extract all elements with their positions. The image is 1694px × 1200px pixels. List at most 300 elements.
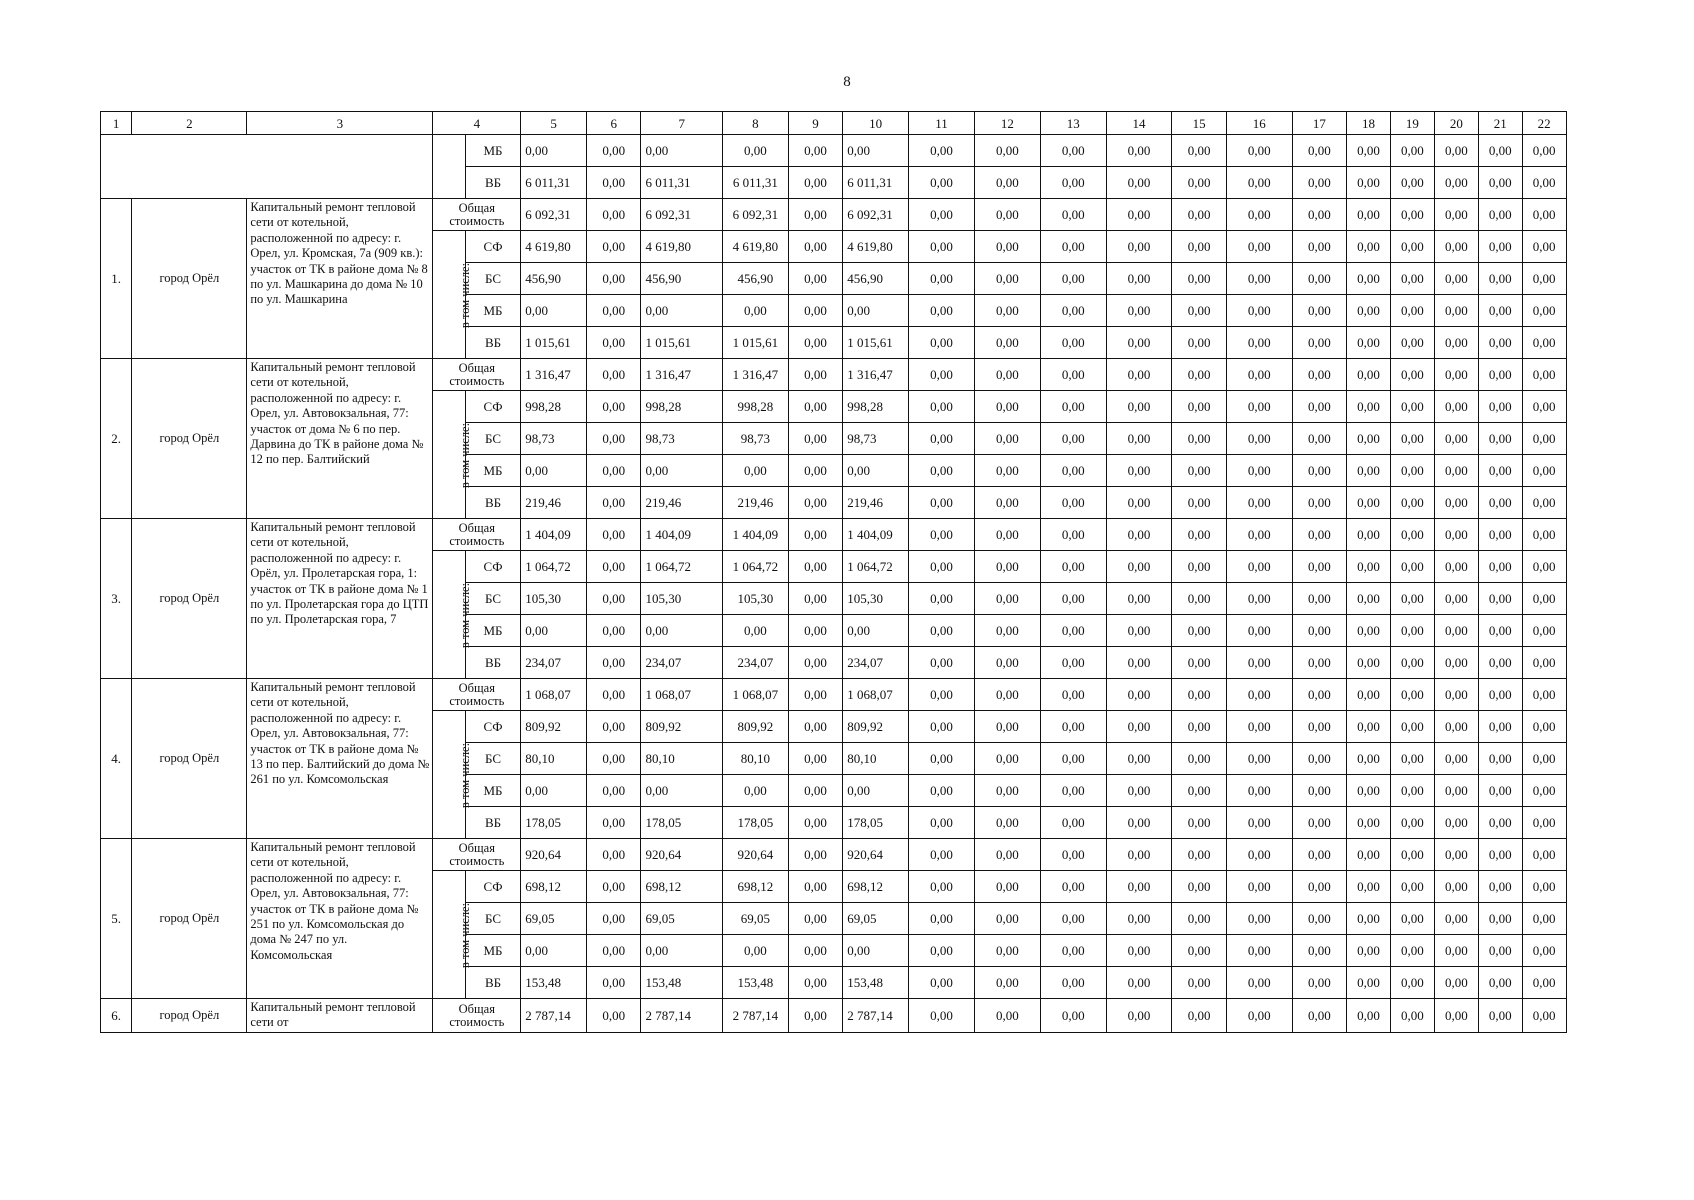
value-cell: 0,00	[1226, 583, 1292, 615]
value-cell: 0,00	[587, 231, 641, 263]
value-cell: 0,00	[974, 359, 1040, 391]
value-cell: 0,00	[1522, 967, 1566, 999]
value-cell: 0,00	[1106, 839, 1172, 871]
value-cell: 69,05	[641, 903, 723, 935]
value-cell: 0,00	[974, 295, 1040, 327]
value-cell: 0,00	[1106, 263, 1172, 295]
value-cell: 0,00	[1106, 807, 1172, 839]
value-cell: 0,00	[1106, 775, 1172, 807]
value-cell: 1 068,07	[521, 679, 587, 711]
value-cell: 0,00	[1347, 487, 1391, 519]
value-cell: 0,00	[1347, 615, 1391, 647]
value-cell: 0,00	[974, 711, 1040, 743]
source-cell: ВБ	[465, 487, 520, 519]
value-cell: 0,00	[1478, 167, 1522, 199]
value-cell: 920,64	[843, 839, 909, 871]
value-cell: 0,00	[1390, 903, 1434, 935]
source-cell: ВБ	[465, 327, 520, 359]
value-cell: 0,00	[1347, 551, 1391, 583]
vertical-label-cell	[433, 871, 473, 999]
value-cell: 0,00	[1040, 903, 1106, 935]
value-cell: 105,30	[641, 583, 723, 615]
item-name: город Орёл	[132, 519, 247, 679]
value-cell: 0,00	[1347, 679, 1391, 711]
value-cell: 0,00	[1040, 423, 1106, 455]
value-cell: 0,00	[1172, 935, 1226, 967]
value-cell: 0,00	[909, 647, 975, 679]
value-cell: 1 316,47	[722, 359, 788, 391]
value-cell: 0,00	[909, 327, 975, 359]
value-cell: 0,00	[1522, 295, 1566, 327]
header-cell: 2	[132, 112, 247, 135]
value-cell: 0,00	[1040, 615, 1106, 647]
value-cell: 0,00	[909, 359, 975, 391]
value-cell: 0,00	[1040, 263, 1106, 295]
value-cell: 0,00	[1347, 167, 1391, 199]
value-cell: 0,00	[1172, 839, 1226, 871]
value-cell: 0,00	[1390, 935, 1434, 967]
value-cell: 0,00	[974, 935, 1040, 967]
value-cell: 0,00	[1434, 135, 1478, 167]
value-cell: 0,00	[587, 455, 641, 487]
value-cell: 80,10	[641, 743, 723, 775]
value-cell: 1 068,07	[843, 679, 909, 711]
value-cell: 0,00	[722, 775, 788, 807]
value-cell: 0,00	[1040, 967, 1106, 999]
value-cell: 0,00	[587, 391, 641, 423]
value-cell: 0,00	[521, 135, 587, 167]
value-cell: 0,00	[1478, 295, 1522, 327]
value-cell: 0,00	[1172, 807, 1226, 839]
value-cell: 0,00	[587, 679, 641, 711]
value-cell: 0,00	[1478, 679, 1522, 711]
value-cell: 809,92	[641, 711, 723, 743]
value-cell: 0,00	[1522, 647, 1566, 679]
value-cell: 0,00	[722, 135, 788, 167]
value-cell: 0,00	[843, 775, 909, 807]
value-cell: 0,00	[1478, 487, 1522, 519]
value-cell: 0,00	[1390, 871, 1434, 903]
value-cell: 0,00	[1292, 423, 1346, 455]
value-cell: 0,00	[1347, 743, 1391, 775]
value-cell: 0,00	[974, 743, 1040, 775]
total-cost-label: Общая стоимость	[433, 839, 521, 871]
value-cell: 0,00	[521, 455, 587, 487]
value-cell: 0,00	[1478, 903, 1522, 935]
value-cell: 0,00	[1226, 967, 1292, 999]
header-cell: 22	[1522, 112, 1566, 135]
value-cell: 0,00	[909, 231, 975, 263]
value-cell: 2 787,14	[521, 999, 587, 1033]
value-cell: 0,00	[1226, 807, 1292, 839]
value-cell: 0,00	[1226, 999, 1292, 1033]
value-cell: 456,90	[722, 263, 788, 295]
value-cell: 0,00	[587, 359, 641, 391]
value-cell: 0,00	[587, 327, 641, 359]
value-cell: 698,12	[843, 871, 909, 903]
value-cell: 0,00	[974, 583, 1040, 615]
value-cell: 698,12	[521, 871, 587, 903]
value-cell: 0,00	[587, 199, 641, 231]
value-cell: 0,00	[1172, 199, 1226, 231]
value-cell: 234,07	[722, 647, 788, 679]
value-cell: 0,00	[1040, 327, 1106, 359]
item-number: 4.	[101, 679, 132, 839]
value-cell: 0,00	[1226, 135, 1292, 167]
value-cell: 0,00	[1390, 391, 1434, 423]
value-cell: 0,00	[587, 999, 641, 1033]
value-cell: 0,00	[1292, 647, 1346, 679]
header-cell: 1	[101, 112, 132, 135]
value-cell: 0,00	[788, 455, 842, 487]
value-cell: 1 316,47	[521, 359, 587, 391]
value-cell: 0,00	[1347, 583, 1391, 615]
value-cell: 0,00	[1172, 167, 1226, 199]
value-cell: 0,00	[1292, 839, 1346, 871]
value-cell: 0,00	[1040, 743, 1106, 775]
value-cell: 0,00	[1040, 455, 1106, 487]
item-name: город Орёл	[132, 839, 247, 999]
value-cell: 0,00	[1347, 263, 1391, 295]
value-cell: 0,00	[1434, 391, 1478, 423]
value-cell: 0,00	[1292, 615, 1346, 647]
value-cell: 0,00	[909, 391, 975, 423]
table-row	[101, 359, 1621, 391]
value-cell: 6 011,31	[521, 167, 587, 199]
value-cell: 0,00	[1478, 807, 1522, 839]
value-cell: 0,00	[1172, 455, 1226, 487]
header-cell: 20	[1434, 112, 1478, 135]
value-cell: 2 787,14	[641, 999, 723, 1033]
value-cell: 234,07	[843, 647, 909, 679]
value-cell: 0,00	[788, 903, 842, 935]
value-cell: 0,00	[1522, 583, 1566, 615]
value-cell: 0,00	[974, 327, 1040, 359]
value-cell: 0,00	[974, 135, 1040, 167]
value-cell: 0,00	[521, 295, 587, 327]
value-cell: 0,00	[788, 935, 842, 967]
value-cell: 998,28	[843, 391, 909, 423]
value-cell: 0,00	[587, 935, 641, 967]
value-cell: 0,00	[1478, 935, 1522, 967]
value-cell: 0,00	[1040, 583, 1106, 615]
value-cell: 0,00	[1172, 327, 1226, 359]
value-cell: 0,00	[788, 775, 842, 807]
value-cell: 0,00	[788, 967, 842, 999]
value-cell: 998,28	[722, 391, 788, 423]
value-cell: 0,00	[1292, 263, 1346, 295]
value-cell: 0,00	[1226, 359, 1292, 391]
header-cell: 14	[1106, 112, 1172, 135]
value-cell: 4 619,80	[641, 231, 723, 263]
value-cell: 0,00	[1292, 135, 1346, 167]
value-cell: 0,00	[1478, 135, 1522, 167]
value-cell: 0,00	[1478, 967, 1522, 999]
value-cell: 0,00	[1522, 711, 1566, 743]
value-cell: 0,00	[1478, 999, 1522, 1033]
value-cell: 1 015,61	[521, 327, 587, 359]
value-cell: 0,00	[1226, 935, 1292, 967]
value-cell: 6 011,31	[843, 167, 909, 199]
value-cell: 0,00	[1390, 519, 1434, 551]
value-cell: 0,00	[1040, 167, 1106, 199]
including-label: в том числе:	[458, 262, 473, 328]
value-cell: 0,00	[1106, 199, 1172, 231]
value-cell: 0,00	[722, 935, 788, 967]
value-cell: 0,00	[1040, 487, 1106, 519]
value-cell: 0,00	[788, 359, 842, 391]
value-cell: 0,00	[1226, 871, 1292, 903]
value-cell: 1 404,09	[722, 519, 788, 551]
value-cell: 0,00	[788, 135, 842, 167]
value-cell: 0,00	[1347, 231, 1391, 263]
value-cell: 0,00	[974, 647, 1040, 679]
value-cell: 0,00	[1040, 999, 1106, 1033]
value-cell: 69,05	[521, 903, 587, 935]
value-cell: 0,00	[1106, 487, 1172, 519]
total-cost-label: Общая стоимость	[433, 519, 521, 551]
source-cell: МБ	[465, 455, 520, 487]
value-cell: 0,00	[1040, 935, 1106, 967]
value-cell: 0,00	[1390, 423, 1434, 455]
value-cell: 0,00	[1347, 391, 1391, 423]
value-cell: 0,00	[1040, 871, 1106, 903]
header-cell: 15	[1172, 112, 1226, 135]
value-cell: 0,00	[1226, 423, 1292, 455]
value-cell: 0,00	[1390, 679, 1434, 711]
value-cell: 0,00	[788, 295, 842, 327]
value-cell: 219,46	[641, 487, 723, 519]
value-cell: 0,00	[1478, 839, 1522, 871]
value-cell: 0,00	[521, 935, 587, 967]
value-cell: 0,00	[641, 775, 723, 807]
value-cell: 105,30	[843, 583, 909, 615]
value-cell: 0,00	[521, 775, 587, 807]
value-cell: 0,00	[1390, 839, 1434, 871]
value-cell: 0,00	[1226, 679, 1292, 711]
value-cell: 0,00	[1434, 359, 1478, 391]
value-cell: 0,00	[1347, 967, 1391, 999]
value-cell: 0,00	[1106, 327, 1172, 359]
value-cell: 0,00	[1292, 455, 1346, 487]
value-cell: 0,00	[1106, 135, 1172, 167]
value-cell: 0,00	[1434, 167, 1478, 199]
value-cell: 0,00	[1347, 871, 1391, 903]
value-cell: 0,00	[909, 551, 975, 583]
value-cell: 4 619,80	[521, 231, 587, 263]
value-cell: 0,00	[1172, 551, 1226, 583]
value-cell: 0,00	[587, 423, 641, 455]
value-cell: 0,00	[1347, 935, 1391, 967]
value-cell: 0,00	[1106, 423, 1172, 455]
value-cell: 0,00	[1390, 327, 1434, 359]
table-row	[101, 999, 1621, 1033]
value-cell: 0,00	[1434, 519, 1478, 551]
value-cell: 6 092,31	[641, 199, 723, 231]
item-number: 3.	[101, 519, 132, 679]
value-cell: 0,00	[1172, 135, 1226, 167]
value-cell: 0,00	[722, 615, 788, 647]
value-cell: 0,00	[1434, 807, 1478, 839]
value-cell: 698,12	[641, 871, 723, 903]
value-cell: 0,00	[1478, 359, 1522, 391]
value-cell: 0,00	[587, 711, 641, 743]
value-cell: 0,00	[1292, 295, 1346, 327]
value-cell: 0,00	[1434, 487, 1478, 519]
value-cell: 0,00	[974, 391, 1040, 423]
value-cell: 0,00	[1390, 167, 1434, 199]
value-cell: 0,00	[788, 487, 842, 519]
value-cell: 0,00	[1226, 231, 1292, 263]
value-cell: 0,00	[1172, 999, 1226, 1033]
value-cell: 0,00	[974, 263, 1040, 295]
value-cell: 0,00	[1226, 519, 1292, 551]
value-cell: 0,00	[974, 423, 1040, 455]
value-cell: 0,00	[1040, 711, 1106, 743]
value-cell: 0,00	[641, 455, 723, 487]
value-cell: 0,00	[788, 519, 842, 551]
value-cell: 920,64	[722, 839, 788, 871]
value-cell: 0,00	[1347, 807, 1391, 839]
item-description: Капитальный ремонт тепловой сети от котельной, расположенной по адресу: г. Орел, ул. Автовокзальная, 77: участок от ТК в районе дома № 251 по ул. Комсомольская до дома № 247 по ул. Комсомольская	[247, 839, 433, 999]
value-cell: 0,00	[909, 807, 975, 839]
value-cell: 0,00	[788, 167, 842, 199]
source-cell: МБ	[465, 295, 520, 327]
value-cell: 0,00	[974, 519, 1040, 551]
value-cell: 0,00	[1522, 167, 1566, 199]
value-cell: 0,00	[1106, 519, 1172, 551]
value-cell: 0,00	[788, 327, 842, 359]
value-cell: 0,00	[1226, 199, 1292, 231]
value-cell: 98,73	[722, 423, 788, 455]
including-label: в том числе:	[458, 742, 473, 808]
value-cell: 0,00	[587, 743, 641, 775]
source-cell: БС	[465, 583, 520, 615]
value-cell: 0,00	[843, 615, 909, 647]
value-cell: 920,64	[641, 839, 723, 871]
value-cell: 105,30	[722, 583, 788, 615]
value-cell: 0,00	[1347, 903, 1391, 935]
value-cell: 0,00	[1347, 839, 1391, 871]
value-cell: 0,00	[788, 423, 842, 455]
source-cell: БС	[465, 903, 520, 935]
item-number: 2.	[101, 359, 132, 519]
value-cell: 0,00	[1390, 199, 1434, 231]
value-cell: 0,00	[1347, 647, 1391, 679]
value-cell: 0,00	[1478, 743, 1522, 775]
value-cell: 0,00	[1522, 935, 1566, 967]
source-cell: МБ	[465, 935, 520, 967]
item-description: Капитальный ремонт тепловой сети от котельной, расположенной по адресу: г. Орел, ул. Автовокзальная, 77: участок от ТК в районе дома № 13 по пер. Балтийский до дома № 261 по ул. Комсомольская	[247, 679, 433, 839]
value-cell: 0,00	[909, 871, 975, 903]
source-cell: ВБ	[465, 167, 520, 199]
value-cell: 0,00	[641, 135, 723, 167]
value-cell: 0,00	[1040, 391, 1106, 423]
value-cell: 0,00	[1226, 711, 1292, 743]
value-cell: 0,00	[1390, 455, 1434, 487]
item-name: город Орёл	[132, 199, 247, 359]
value-cell: 0,00	[587, 519, 641, 551]
value-cell: 0,00	[1478, 455, 1522, 487]
value-cell: 0,00	[909, 679, 975, 711]
value-cell: 0,00	[1390, 615, 1434, 647]
source-cell: ВБ	[465, 967, 520, 999]
item-name: город Орёл	[132, 359, 247, 519]
value-cell: 0,00	[1347, 519, 1391, 551]
value-cell: 4 619,80	[722, 231, 788, 263]
value-cell: 0,00	[974, 615, 1040, 647]
item-number: 5.	[101, 839, 132, 999]
value-cell: 0,00	[1522, 839, 1566, 871]
value-cell: 2 787,14	[843, 999, 909, 1033]
value-cell: 0,00	[788, 231, 842, 263]
value-cell: 0,00	[788, 999, 842, 1033]
value-cell: 0,00	[1522, 743, 1566, 775]
value-cell: 0,00	[1434, 967, 1478, 999]
value-cell: 1 316,47	[843, 359, 909, 391]
header-cell: 19	[1390, 112, 1434, 135]
value-cell: 0,00	[1390, 647, 1434, 679]
value-cell: 0,00	[1172, 359, 1226, 391]
value-cell: 0,00	[1292, 487, 1346, 519]
item-description: Капитальный ремонт тепловой сети от котельной, расположенной по адресу: г. Орел, ул. Кромская, 7а (909 кв.): участок от ТК в районе дома № 8 по ул. Машкарина до дома № 10 по ул. Машкарина	[247, 199, 433, 359]
value-cell: 0,00	[1390, 999, 1434, 1033]
value-cell: 0,00	[1292, 903, 1346, 935]
value-cell: 0,00	[909, 967, 975, 999]
value-cell: 153,48	[641, 967, 723, 999]
value-cell: 456,90	[843, 263, 909, 295]
value-cell: 6 011,31	[722, 167, 788, 199]
value-cell: 0,00	[974, 551, 1040, 583]
table-row	[101, 199, 1621, 231]
value-cell: 98,73	[521, 423, 587, 455]
value-cell: 0,00	[974, 839, 1040, 871]
vertical-label-cell	[433, 135, 465, 199]
value-cell: 0,00	[1347, 359, 1391, 391]
value-cell: 0,00	[909, 455, 975, 487]
value-cell: 0,00	[1522, 487, 1566, 519]
value-cell: 0,00	[1292, 871, 1346, 903]
source-cell: БС	[465, 263, 520, 295]
value-cell: 0,00	[1434, 903, 1478, 935]
value-cell: 0,00	[1226, 327, 1292, 359]
value-cell: 0,00	[1106, 647, 1172, 679]
value-cell: 0,00	[1040, 679, 1106, 711]
value-cell: 98,73	[641, 423, 723, 455]
value-cell: 0,00	[1390, 231, 1434, 263]
value-cell: 0,00	[1040, 231, 1106, 263]
value-cell: 0,00	[1522, 615, 1566, 647]
value-cell: 0,00	[909, 775, 975, 807]
header-cell: 7	[641, 112, 723, 135]
value-cell: 0,00	[1106, 711, 1172, 743]
value-cell: 1 068,07	[641, 679, 723, 711]
value-cell: 0,00	[1347, 455, 1391, 487]
value-cell: 0,00	[1390, 743, 1434, 775]
source-cell: СФ	[465, 871, 520, 903]
value-cell: 0,00	[1522, 327, 1566, 359]
value-cell: 0,00	[909, 743, 975, 775]
value-cell: 0,00	[788, 647, 842, 679]
value-cell: 0,00	[1172, 231, 1226, 263]
value-cell: 153,48	[722, 967, 788, 999]
value-cell: 6 092,31	[843, 199, 909, 231]
source-cell: БС	[465, 423, 520, 455]
including-label: в том числе:	[458, 582, 473, 648]
value-cell: 0,00	[1522, 551, 1566, 583]
value-cell: 0,00	[1040, 775, 1106, 807]
header-cell: 12	[974, 112, 1040, 135]
